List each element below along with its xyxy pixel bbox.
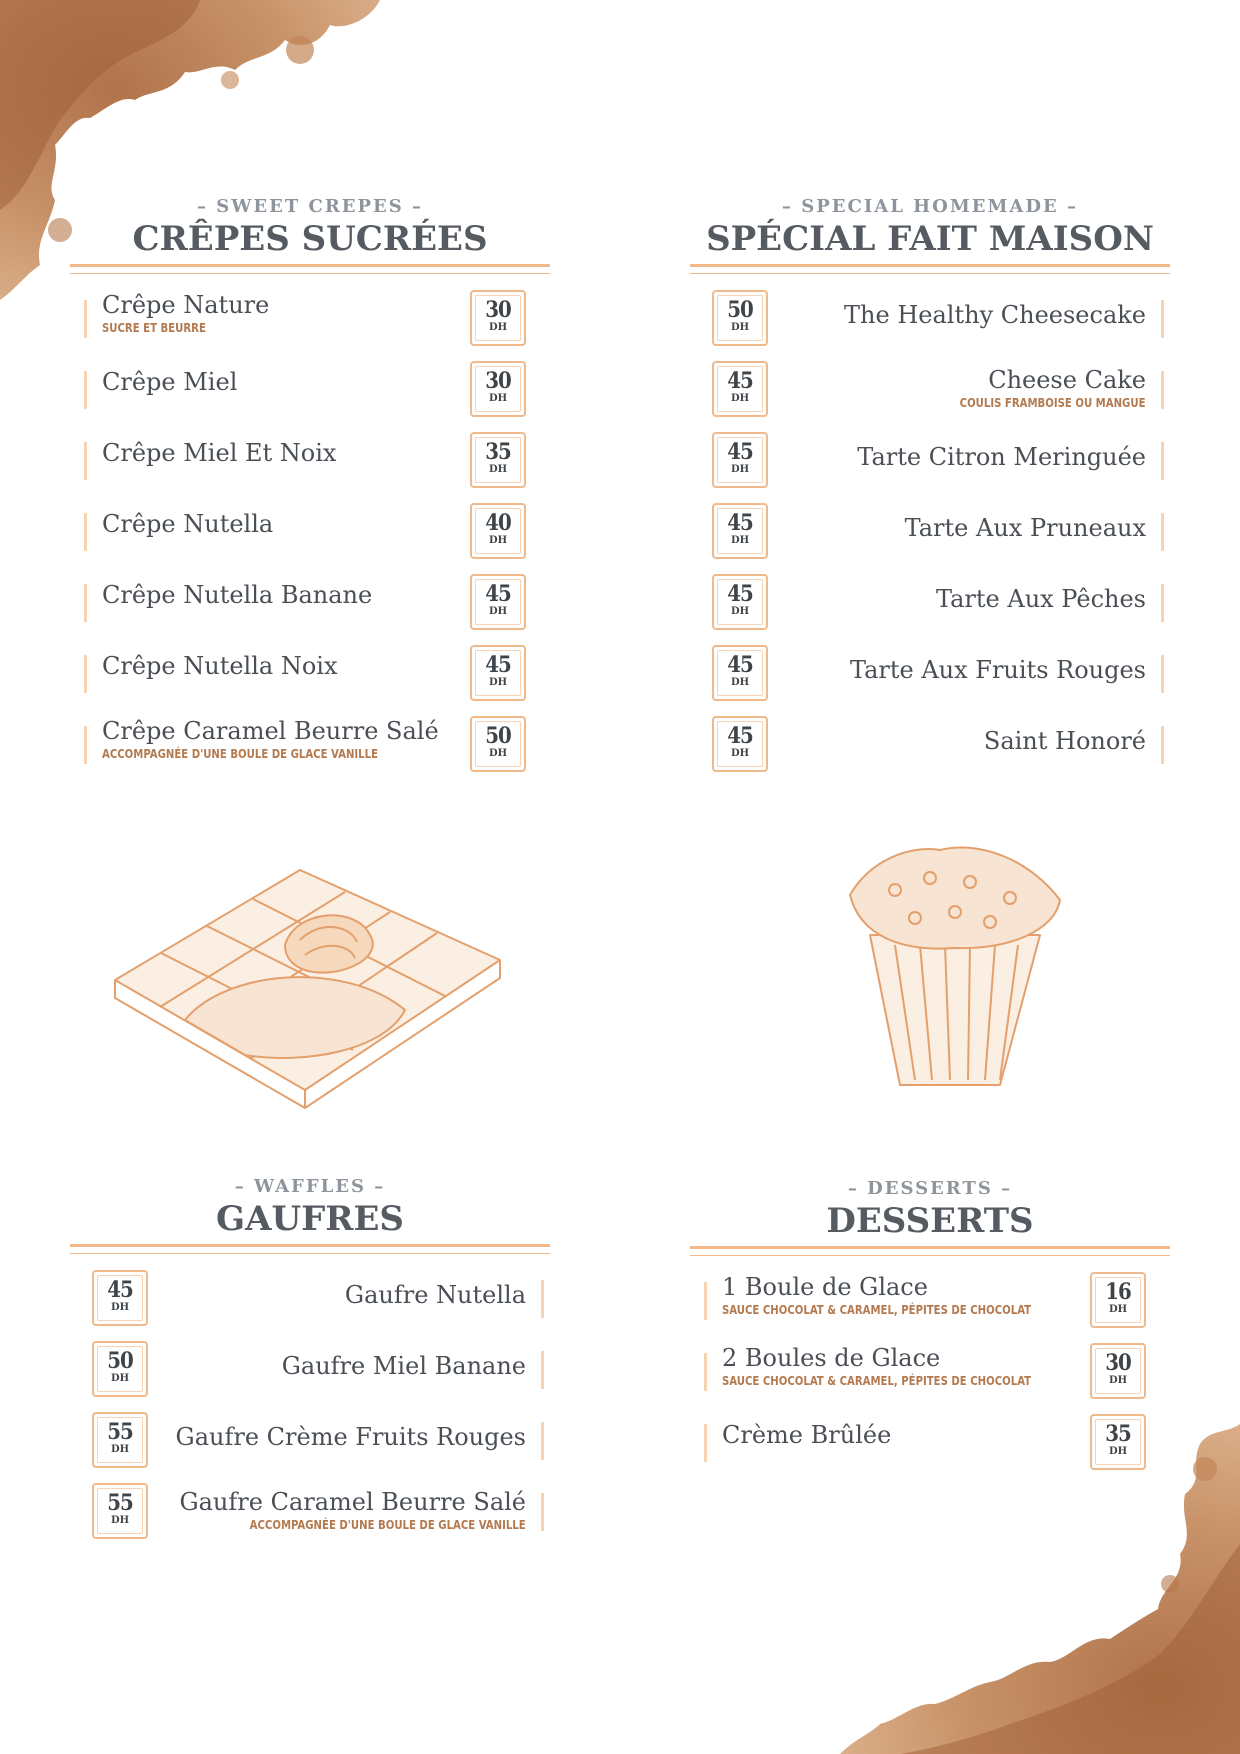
item-accent-bar — [84, 371, 87, 409]
item-name: The Healthy Cheesecake — [844, 301, 1146, 329]
price-value: 55 — [107, 1419, 133, 1445]
item-accent-bar — [84, 655, 87, 693]
item-name: Crème Brûlée — [722, 1421, 892, 1449]
price-tag — [712, 290, 768, 346]
price-tag — [712, 432, 768, 488]
price-value: 45 — [727, 439, 753, 465]
item-accent-bar — [84, 442, 87, 480]
section-divider — [70, 1244, 550, 1254]
item-name: Crêpe Nutella Noix — [102, 652, 338, 680]
item-accent-bar — [541, 1351, 544, 1389]
price-value: 40 — [485, 510, 511, 536]
section-title: CRÊPES SUCRÉES — [132, 219, 488, 259]
menu-item — [690, 361, 1170, 432]
price-value: 35 — [485, 439, 511, 465]
item-description: SUCRE ET BEURRE — [102, 320, 206, 335]
section-subtitle: – SWEET CREPES – — [196, 196, 424, 217]
item-accent-bar — [1161, 584, 1164, 622]
menu-item — [690, 645, 1170, 716]
price-currency: DH — [488, 606, 508, 617]
price-tag — [470, 503, 526, 559]
muffin-illustration — [840, 840, 1070, 1100]
price-value: 55 — [107, 1490, 133, 1516]
menu-item — [690, 290, 1170, 361]
item-name: 1 Boule de Glace — [722, 1273, 928, 1301]
item-name: Tarte Aux Pêches — [935, 585, 1146, 613]
price-value: 45 — [727, 368, 753, 394]
price-currency: DH — [110, 1302, 130, 1313]
price-value: 30 — [485, 368, 511, 394]
item-accent-bar — [541, 1280, 544, 1318]
price-currency: DH — [110, 1515, 130, 1526]
price-currency: DH — [488, 393, 508, 404]
price-tag — [712, 503, 768, 559]
menu-item — [70, 290, 550, 361]
item-name: Crêpe Miel — [102, 368, 238, 396]
price-currency: DH — [730, 748, 750, 759]
price-value: 50 — [107, 1348, 133, 1374]
price-currency: DH — [730, 606, 750, 617]
menu-item — [70, 1412, 550, 1483]
item-accent-bar — [1161, 726, 1164, 764]
section-subtitle: – DESSERTS – — [847, 1178, 1013, 1199]
menu-list — [70, 1270, 550, 1554]
menu-item — [690, 716, 1170, 787]
item-accent-bar — [1161, 655, 1164, 693]
price-currency: DH — [488, 322, 508, 333]
item-name: Crêpe Nutella — [102, 510, 274, 538]
menu-item — [690, 432, 1170, 503]
price-value: 45 — [727, 581, 753, 607]
item-accent-bar — [84, 300, 87, 338]
item-accent-bar — [704, 1282, 707, 1320]
price-value: 16 — [1105, 1279, 1131, 1305]
section-divider — [690, 1246, 1170, 1256]
item-accent-bar — [1161, 513, 1164, 551]
waffle-illustration — [105, 850, 505, 1110]
menu-list — [690, 290, 1170, 787]
menu-item — [70, 645, 550, 716]
item-accent-bar — [1161, 442, 1164, 480]
menu-item — [70, 361, 550, 432]
price-currency: DH — [730, 677, 750, 688]
price-currency: DH — [1108, 1304, 1128, 1315]
price-value: 50 — [485, 723, 511, 749]
item-name: Crêpe Miel Et Noix — [102, 439, 337, 467]
item-name: Crêpe Nature — [102, 291, 270, 319]
price-tag — [712, 361, 768, 417]
item-description: COULIS FRAMBOISE OU MANGUE — [960, 395, 1146, 410]
section-title: DESSERTS — [826, 1201, 1034, 1241]
price-currency: DH — [110, 1444, 130, 1455]
section-special — [690, 196, 1170, 787]
menu-item — [690, 574, 1170, 645]
menu-item — [690, 1272, 1170, 1343]
item-accent-bar — [1161, 371, 1164, 409]
section-subtitle: – SPECIAL HOMEMADE – — [782, 196, 1078, 217]
item-name: Gaufre Nutella — [344, 1281, 526, 1309]
item-name: Crêpe Nutella Banane — [102, 581, 373, 609]
price-tag — [470, 361, 526, 417]
item-name: Tarte Aux Fruits Rouges — [849, 656, 1146, 684]
menu-item — [690, 503, 1170, 574]
menu-item — [70, 716, 550, 787]
price-currency: DH — [730, 464, 750, 475]
price-currency: DH — [1108, 1375, 1128, 1386]
price-value: 45 — [727, 723, 753, 749]
price-value: 30 — [1105, 1350, 1131, 1376]
price-value: 45 — [107, 1277, 133, 1303]
item-name: Gaufre Miel Banane — [281, 1352, 526, 1380]
price-value: 45 — [727, 510, 753, 536]
item-name: Gaufre Caramel Beurre Salé — [179, 1488, 526, 1516]
menu-list — [70, 290, 550, 787]
price-currency: DH — [730, 322, 750, 333]
price-value: 50 — [727, 297, 753, 323]
item-accent-bar — [541, 1422, 544, 1460]
price-currency: DH — [1108, 1446, 1128, 1457]
price-tag — [1090, 1272, 1146, 1328]
price-value: 45 — [485, 581, 511, 607]
price-tag — [92, 1341, 148, 1397]
item-name: Cheese Cake — [988, 366, 1146, 394]
menu-item — [690, 1343, 1170, 1414]
price-value: 30 — [485, 297, 511, 323]
section-desserts — [690, 1178, 1170, 1485]
item-accent-bar — [84, 513, 87, 551]
price-tag — [470, 290, 526, 346]
price-currency: DH — [110, 1373, 130, 1384]
price-tag — [92, 1483, 148, 1539]
price-value: 45 — [485, 652, 511, 678]
item-name: Saint Honoré — [983, 727, 1146, 755]
price-tag — [92, 1270, 148, 1326]
item-description: ACCOMPAGNÉE D'UNE BOULE DE GLACE VANILLE — [102, 746, 379, 761]
menu-item — [690, 1414, 1170, 1485]
menu-list — [690, 1272, 1170, 1485]
price-currency: DH — [488, 464, 508, 475]
section-subtitle: – WAFFLES – — [234, 1176, 386, 1197]
menu-item — [70, 1270, 550, 1341]
price-tag — [470, 645, 526, 701]
item-name: Gaufre Crème Fruits Rouges — [175, 1423, 526, 1451]
item-name: 2 Boules de Glace — [722, 1344, 941, 1372]
price-tag — [712, 716, 768, 772]
price-value: 35 — [1105, 1421, 1131, 1447]
item-accent-bar — [84, 726, 87, 764]
price-value: 45 — [727, 652, 753, 678]
menu-item — [70, 1341, 550, 1412]
item-name: Tarte Aux Pruneaux — [904, 514, 1146, 542]
menu-item — [70, 1483, 550, 1554]
price-tag — [470, 574, 526, 630]
item-accent-bar — [1161, 300, 1164, 338]
item-accent-bar — [704, 1424, 707, 1462]
item-description: SAUCE CHOCOLAT & CARAMEL, PÉPITES DE CHOCOLAT — [722, 1373, 1032, 1388]
price-tag — [470, 716, 526, 772]
item-name: Crêpe Caramel Beurre Salé — [102, 717, 439, 745]
section-divider — [690, 264, 1170, 274]
price-tag — [92, 1412, 148, 1468]
price-tag — [712, 645, 768, 701]
price-tag — [1090, 1414, 1146, 1470]
item-accent-bar — [84, 584, 87, 622]
price-currency: DH — [488, 535, 508, 546]
item-name: Tarte Citron Meringuée — [857, 443, 1146, 471]
item-description: ACCOMPAGNÉE D'UNE BOULE DE GLACE VANILLE — [249, 1517, 526, 1532]
item-accent-bar — [704, 1353, 707, 1391]
item-accent-bar — [541, 1493, 544, 1531]
menu-item — [70, 574, 550, 645]
item-description: SAUCE CHOCOLAT & CARAMEL, PÉPITES DE CHOCOLAT — [722, 1302, 1032, 1317]
section-title: SPÉCIAL FAIT MAISON — [706, 219, 1154, 259]
price-currency: DH — [488, 677, 508, 688]
menu-item — [70, 432, 550, 503]
menu-item — [70, 503, 550, 574]
section-waffles — [70, 1176, 550, 1554]
section-title: GAUFRES — [216, 1199, 404, 1239]
price-currency: DH — [488, 748, 508, 759]
price-tag — [1090, 1343, 1146, 1399]
price-tag — [712, 574, 768, 630]
price-tag — [470, 432, 526, 488]
price-currency: DH — [730, 535, 750, 546]
section-divider — [70, 264, 550, 274]
section-crepes — [70, 196, 550, 787]
price-currency: DH — [730, 393, 750, 404]
